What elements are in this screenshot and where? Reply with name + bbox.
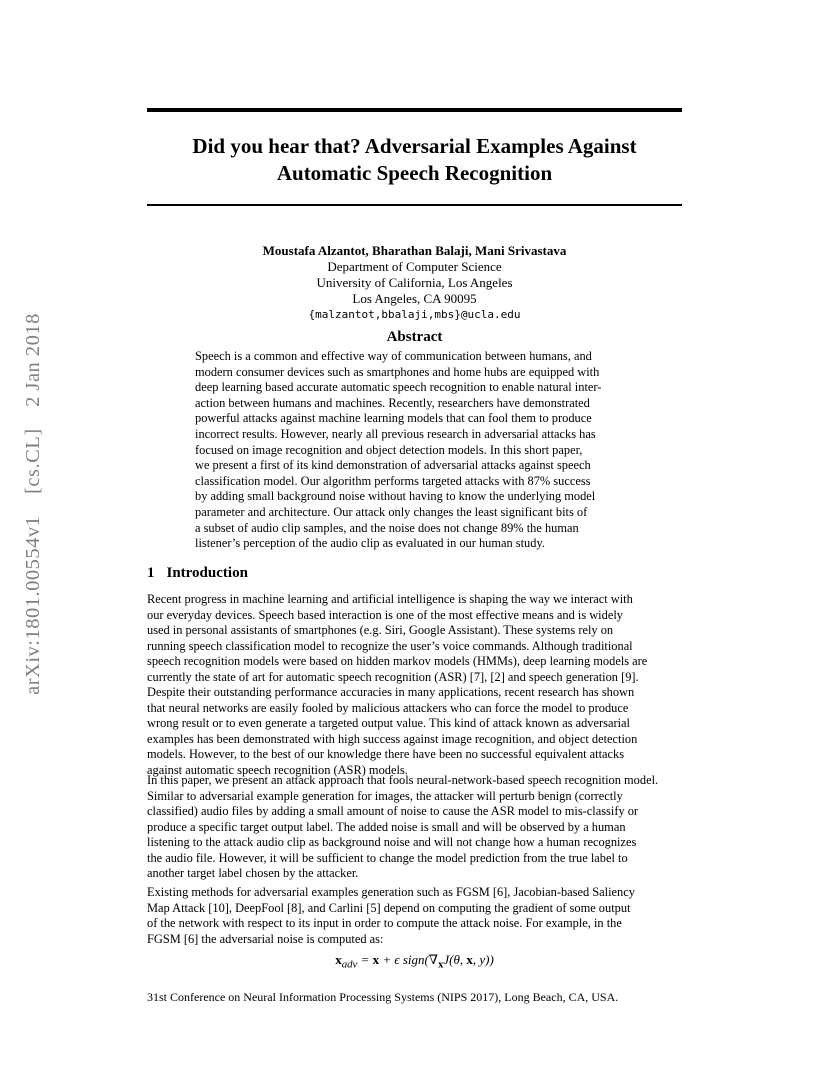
paragraph-line: our everyday devices. Speech based interaction is one of the most effective means and is widely bbox=[147, 607, 623, 622]
arxiv-sidebar-stamp bbox=[22, 297, 45, 695]
paragraph-line: currently the state of art for automatic speech recognition (ASR) [7], [2] and speech generation [9]. bbox=[147, 669, 639, 684]
author-location: Los Angeles, CA 90095 bbox=[352, 291, 477, 306]
paragraph-line: models. However, to the best of our knowledge there have been no successful equivalent attacks bbox=[147, 747, 625, 761]
abstract-line: parameter and architecture. Our attack only changes the least significant bits of bbox=[195, 504, 588, 519]
author-block bbox=[147, 243, 682, 323]
title-line-2: Automatic Speech Recognition bbox=[276, 161, 553, 185]
paragraph-line: classified) audio files by adding a small amount of noise to cause the ASR model to mis-classify or bbox=[147, 804, 639, 818]
paragraph-line: Similar to adversarial example generation for images, the attacker will perturb benign (correctly bbox=[147, 788, 623, 803]
abstract-line: by adding small background noise without having to know the underlying model bbox=[195, 489, 596, 504]
paragraph-line: of the network with respect to its input in order to compute the attack noise. For example, in the bbox=[147, 916, 622, 930]
abstract-line: powerful attacks against machine learning models that can fool them to produce bbox=[195, 411, 592, 426]
conference-footnote: 31st Conference on Neural Information Processing Systems (NIPS 2017), Long Beach, CA, USA. bbox=[147, 990, 619, 1004]
paragraph-line: FGSM [6] the adversarial noise is computed as: bbox=[147, 931, 384, 946]
abstract-line: incorrect results. However, nearly all previous research in adversarial attacks has bbox=[195, 426, 596, 441]
section-title: Introduction bbox=[166, 565, 248, 581]
arxiv-category: [cs.CL] bbox=[22, 428, 44, 495]
paragraph-line: that neural networks are easily fooled by malicious attackers who can force the model to produce bbox=[147, 700, 629, 715]
abstract-line: a subset of audio clip samples, and the noise does not change 89% the human bbox=[195, 520, 579, 535]
author-email: {malzantot,bbalaji,mbs}@ucla.edu bbox=[308, 308, 521, 321]
section-heading bbox=[147, 565, 248, 582]
abstract-text bbox=[195, 349, 635, 552]
paragraph-line: the audio file. However, it will be sufficient to change the model prediction from the true label to bbox=[147, 850, 628, 865]
paragraph-line: listening to the attack audio clip as background noise and will not change how a human recognizes bbox=[147, 835, 637, 849]
paragraph-line: produce a specific target output label. The added noise is small and will be observed by a human bbox=[147, 819, 626, 834]
author-department: Department of Computer Science bbox=[327, 259, 502, 274]
paper-title bbox=[147, 133, 682, 187]
section-number: 1 bbox=[147, 565, 155, 581]
abstract-heading: Abstract bbox=[386, 329, 443, 345]
title-top-rule bbox=[147, 108, 682, 112]
abstract-line: we present a first of its kind demonstration of adversarial attacks against speech bbox=[195, 458, 591, 473]
paragraph-line: used in personal assistants of smartphones (e.g. Siri, Google Assistant). These systems rely on bbox=[147, 623, 614, 637]
intro-paragraph-1 bbox=[147, 592, 682, 778]
intro-paragraph-3 bbox=[147, 885, 682, 947]
abstract-line: deep learning based accurate automatic speech recognition to enable natural inter- bbox=[195, 380, 602, 395]
abstract-line: modern consumer devices such as smartphones and home hubs are equipped with bbox=[195, 364, 600, 379]
paragraph-line: speech recognition models were based on hidden markov models (HMMs), deep learning models are bbox=[147, 654, 648, 668]
arxiv-date: 2 Jan 2018 bbox=[22, 313, 44, 407]
intro-paragraph-2 bbox=[147, 773, 682, 882]
paragraph-line: Existing methods for adversarial examples generation such as FGSM [6], Jacobian-based Saliency bbox=[147, 885, 635, 899]
title-line-1: Did you hear that? Adversarial Examples Against bbox=[192, 134, 637, 158]
paragraph-line: Despite their outstanding performance accuracies in many applications, recent research has shown bbox=[147, 685, 635, 699]
paragraph-line: wrong result or to even generate a targeted output value. This kind of attack known as adversarial bbox=[147, 716, 630, 730]
arxiv-id: arXiv:1801.00554v1 bbox=[22, 515, 44, 695]
paragraph-line: In this paper, we present an attack approach that fools neural-network-based speech recognition model. bbox=[147, 773, 659, 787]
paragraph-line: running speech classification model to recognize the user’s voice commands. Although traditional bbox=[147, 638, 633, 653]
paragraph-line: another target label chosen by the attacker. bbox=[147, 866, 359, 880]
abstract-line: listener’s perception of the audio clip as evaluated in our human study. bbox=[195, 536, 545, 551]
abstract-line: action between humans and machines. Recently, researchers have demonstrated bbox=[195, 395, 590, 410]
abstract-line: Speech is a common and effective way of communication between humans, and bbox=[195, 349, 592, 363]
author-names: Moustafa Alzantot, Bharathan Balaji, Mani Srivastava bbox=[262, 243, 567, 258]
paragraph-line: against automatic speech recognition (ASR) models. bbox=[147, 762, 408, 777]
paragraph-line: Map Attack [10], DeepFool [8], and Carlini [5] depend on computing the gradient of some output bbox=[147, 900, 631, 915]
abstract-line: focused on image recognition and object detection models. In this short paper, bbox=[195, 442, 583, 457]
paragraph-line: Recent progress in machine learning and artificial intelligence is shaping the way we interact with bbox=[147, 592, 633, 606]
title-bottom-rule bbox=[147, 204, 682, 206]
fgsm-equation: $x_{adv} = x + \epsilon$ $sign(\nabla_xJ(\theta$, x, y)) bbox=[335, 952, 494, 971]
paragraph-line: examples has been demonstrated with high success against image recognition, and object detection bbox=[147, 731, 638, 746]
author-university: University of California, Los Angeles bbox=[316, 275, 513, 290]
abstract-line: classification model. Our algorithm performs targeted attacks with 87% success bbox=[195, 473, 591, 488]
